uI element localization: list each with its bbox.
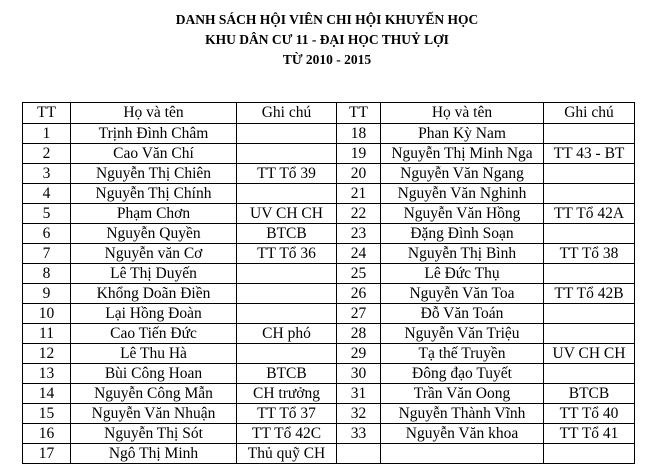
member-note-left — [237, 124, 337, 144]
member-name-right: Nguyễn Thành Vĩnh — [381, 404, 544, 424]
table-row — [23, 424, 635, 444]
member-name-right — [381, 444, 544, 464]
document-subtitle: KHU DÂN CƯ 11 - ĐẠI HỌC THUỶ LỢI — [205, 32, 449, 47]
member-number-left: 17 — [23, 444, 71, 464]
member-note-right — [544, 444, 635, 464]
table-row — [23, 164, 635, 184]
table-row — [23, 144, 635, 164]
member-name-left: Cao Văn Chí — [71, 144, 237, 164]
member-note-right: TT Tổ 40 — [544, 404, 635, 424]
member-name-left: Cao Tiến Đức — [71, 324, 237, 344]
member-note-right: TT Tổ 42A — [544, 204, 635, 224]
member-number-right: 31 — [337, 384, 381, 404]
member-number-left: 4 — [23, 184, 71, 204]
member-number-right: 23 — [337, 224, 381, 244]
member-name-right: Phan Kỳ Nam — [381, 124, 544, 144]
member-note-right: UV CH CH — [544, 344, 635, 364]
member-note-left: TT Tổ 36 — [237, 244, 337, 264]
member-name-left: Nguyễn Công Mẫn — [71, 384, 237, 404]
header-note-right: Ghi chú — [544, 103, 635, 124]
header-tt-left: TT — [23, 103, 71, 124]
member-number-right: 24 — [337, 244, 381, 264]
member-number-right: 20 — [337, 164, 381, 184]
member-note-left — [237, 264, 337, 284]
member-name-right: Đông đạo Tuyết — [381, 364, 544, 384]
member-note-left: TT Tổ 42C — [237, 424, 337, 444]
table-row — [23, 264, 635, 284]
member-note-right: TT Tổ 38 — [544, 244, 635, 264]
member-note-right: TT Tổ 42B — [544, 284, 635, 304]
member-number-right: 26 — [337, 284, 381, 304]
table-row — [23, 184, 635, 204]
member-note-right — [544, 184, 635, 204]
member-number-left: 15 — [23, 404, 71, 424]
table-row — [23, 124, 635, 144]
table-header-row — [23, 103, 635, 124]
member-number-right: 33 — [337, 424, 381, 444]
member-name-right: Nguyễn Văn khoa — [381, 424, 544, 444]
member-name-right: Nguyễn Văn Toa — [381, 284, 544, 304]
member-name-right: Nguyễn Văn Nghinh — [381, 184, 544, 204]
member-name-right: Đỗ Văn Toán — [381, 304, 544, 324]
table-row — [23, 384, 635, 404]
member-number-right: 32 — [337, 404, 381, 424]
member-number-left: 12 — [23, 344, 71, 364]
member-name-left: Phạm Chơn — [71, 204, 237, 224]
member-name-left: Bùi Công Hoan — [71, 364, 237, 384]
document-title: DANH SÁCH HỘI VIÊN CHI HỘI KHUYẾN HỌC — [175, 12, 479, 27]
member-number-right: 25 — [337, 264, 381, 284]
member-note-right: TT Tổ 41 — [544, 424, 635, 444]
member-name-right: Nguyễn Văn Hồng — [381, 204, 544, 224]
member-number-left: 13 — [23, 364, 71, 384]
document-title-block — [0, 10, 654, 70]
member-name-left: Lê Thị Duyến — [71, 264, 237, 284]
member-note-left: CH trưởng — [237, 384, 337, 404]
table-row — [23, 304, 635, 324]
member-name-right: Lê Đức Thụ — [381, 264, 544, 284]
member-name-right: Nguyễn Văn Triệu — [381, 324, 544, 344]
member-number-right: 27 — [337, 304, 381, 324]
table-row — [23, 404, 635, 424]
member-note-left: TT Tổ 37 — [237, 404, 337, 424]
member-note-left — [237, 144, 337, 164]
member-note-left: BTCB — [237, 364, 337, 384]
member-number-left: 2 — [23, 144, 71, 164]
member-note-left — [237, 284, 337, 304]
member-number-left: 16 — [23, 424, 71, 444]
table-body — [23, 124, 635, 464]
member-name-right: Nguyễn Văn Ngang — [381, 164, 544, 184]
table-row — [23, 364, 635, 384]
member-name-left: Nguyễn Văn Nhuận — [71, 404, 237, 424]
member-note-right — [544, 304, 635, 324]
table-row — [23, 344, 635, 364]
member-number-right: 22 — [337, 204, 381, 224]
member-name-right: Đặng Đình Soạn — [381, 224, 544, 244]
member-note-left — [237, 184, 337, 204]
member-note-left: UV CH CH — [237, 204, 337, 224]
member-name-left: Nguyễn Thị Sót — [71, 424, 237, 444]
table-row — [23, 204, 635, 224]
member-name-right: Trần Văn Oong — [381, 384, 544, 404]
member-number-right: 21 — [337, 184, 381, 204]
member-note-left: TT Tổ 39 — [237, 164, 337, 184]
member-note-left — [237, 344, 337, 364]
member-name-left: Nguyễn Thị Chính — [71, 184, 237, 204]
member-number-left: 5 — [23, 204, 71, 224]
member-name-left: Lại Hồng Đoàn — [71, 304, 237, 324]
member-note-right — [544, 324, 635, 344]
header-note-left: Ghi chú — [237, 103, 337, 124]
member-note-left — [237, 304, 337, 324]
member-number-left: 3 — [23, 164, 71, 184]
member-number-left: 6 — [23, 224, 71, 244]
member-name-right: Nguyễn Thị Minh Nga — [381, 144, 544, 164]
table-row — [23, 244, 635, 264]
member-name-left: Nguyễn văn Cơ — [71, 244, 237, 264]
member-number-left: 10 — [23, 304, 71, 324]
member-name-left: Khổng Doãn Điền — [71, 284, 237, 304]
table-row — [23, 224, 635, 244]
member-note-right: TT 43 - BT — [544, 144, 635, 164]
member-number-right: 18 — [337, 124, 381, 144]
header-tt-right: TT — [337, 103, 381, 124]
document-period: TỪ 2010 - 2015 — [282, 52, 372, 67]
member-number-left: 7 — [23, 244, 71, 264]
member-name-right: Nguyễn Thị Bình — [381, 244, 544, 264]
member-number-right: 28 — [337, 324, 381, 344]
member-name-left: Nguyễn Quyền — [71, 224, 237, 244]
member-number-left: 1 — [23, 124, 71, 144]
member-note-left: BTCB — [237, 224, 337, 244]
member-note-left: CH phó — [237, 324, 337, 344]
member-note-right — [544, 264, 635, 284]
member-name-left: Nguyễn Thị Chiên — [71, 164, 237, 184]
table-row — [23, 444, 635, 464]
member-note-right — [544, 164, 635, 184]
member-table — [22, 102, 635, 464]
member-name-right: Tạ thế Truyền — [381, 344, 544, 364]
header-name-left: Họ và tên — [71, 103, 237, 124]
member-note-right — [544, 124, 635, 144]
member-name-left: Lê Thu Hà — [71, 344, 237, 364]
member-number-right — [337, 444, 381, 464]
member-number-left: 11 — [23, 324, 71, 344]
table-row — [23, 284, 635, 304]
member-number-left: 8 — [23, 264, 71, 284]
member-note-right: BTCB — [544, 384, 635, 404]
header-name-right: Họ và tên — [381, 103, 544, 124]
member-note-right — [544, 224, 635, 244]
table-row — [23, 324, 635, 344]
member-number-right: 29 — [337, 344, 381, 364]
member-number-right: 19 — [337, 144, 381, 164]
member-name-left: Ngô Thị Minh — [71, 444, 237, 464]
member-number-right: 30 — [337, 364, 381, 384]
member-note-right — [544, 364, 635, 384]
member-name-left: Trịnh Đình Châm — [71, 124, 237, 144]
member-number-left: 14 — [23, 384, 71, 404]
member-note-left: Thủ quỹ CH — [237, 444, 337, 464]
member-number-left: 9 — [23, 284, 71, 304]
